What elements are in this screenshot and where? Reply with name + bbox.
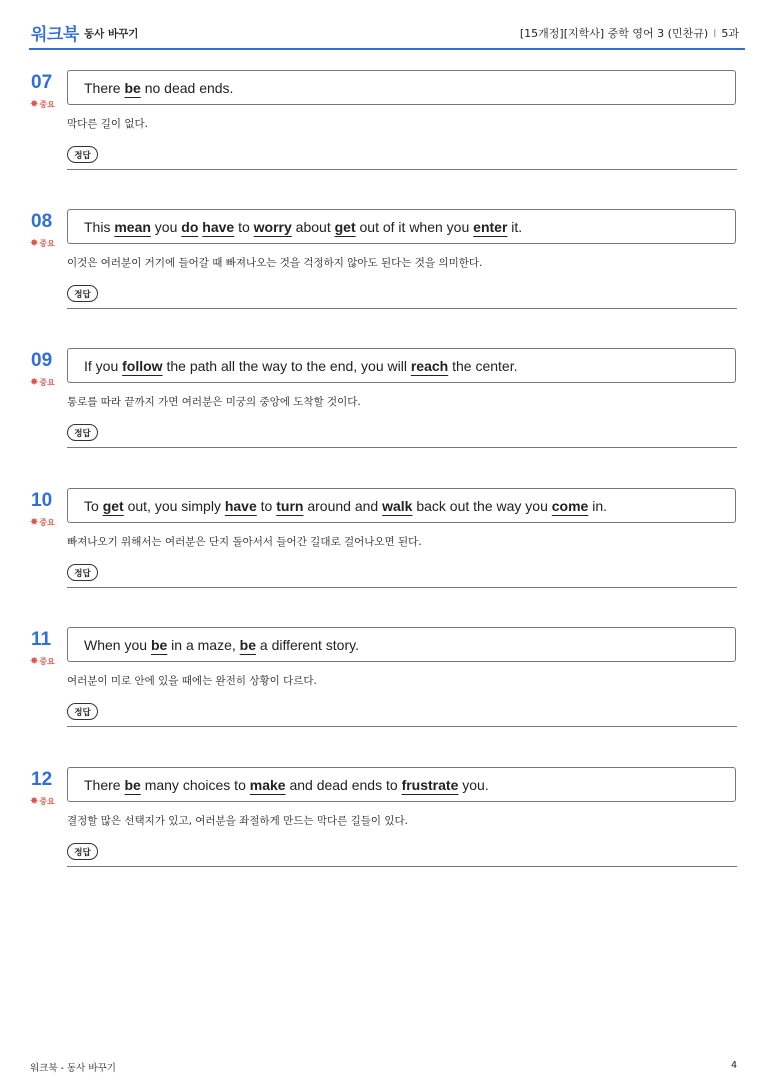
sentence-fragment: If you xyxy=(84,357,123,374)
important-badge xyxy=(30,517,55,528)
korean-translation: 이것은 여러분이 거기에 들어갈 때 빠져나오는 것을 걱정하지 않아도 된다는 것을 의미한다. xyxy=(67,257,483,269)
target-verb: frustrate xyxy=(401,776,459,793)
target-verb: reach xyxy=(410,357,449,374)
korean-translation: 빠져나오기 위해서는 여러분은 단지 돌아서서 들어간 길대로 걸어나오면 된다. xyxy=(67,536,422,548)
divider xyxy=(67,587,737,588)
sentence-box xyxy=(67,348,736,383)
target-verb: come xyxy=(551,497,589,514)
lesson-label: 5과 xyxy=(721,27,739,40)
target-verb: enter xyxy=(473,218,508,235)
target-verb: worry xyxy=(253,218,292,235)
sentence-box xyxy=(67,767,736,802)
sentence-box xyxy=(67,209,736,244)
sentence-text xyxy=(84,777,489,793)
sentence-fragment: There xyxy=(84,776,125,793)
target-verb: have xyxy=(202,218,235,235)
answer-button[interactable]: 정답 xyxy=(67,703,98,720)
page-header xyxy=(29,20,745,50)
divider xyxy=(67,726,737,727)
korean-translation: 결정할 많은 선택지가 있고, 여러분을 좌절하게 만드는 막다른 길들이 있다. xyxy=(67,815,409,827)
badge-label: 중요 xyxy=(39,239,55,248)
sentence-fragment: There xyxy=(84,79,125,96)
book-title: [15개정][지학사] 중학 영어 3 (민찬규) xyxy=(519,27,709,40)
sentence-fragment: When you xyxy=(84,636,151,653)
fox-icon: ✸ xyxy=(30,99,39,110)
sentence-fragment: out, you simply xyxy=(123,497,225,514)
sentence-fragment: no dead ends. xyxy=(140,79,234,96)
exercise-item xyxy=(29,209,738,311)
sentence-text xyxy=(84,219,522,235)
item-number: 07 xyxy=(31,72,53,93)
page-number: 4 xyxy=(731,1060,738,1071)
exercise-item xyxy=(29,627,738,729)
sentence-fragment: the center. xyxy=(448,357,518,374)
answer-button[interactable]: 정답 xyxy=(67,424,98,441)
badge-label: 중요 xyxy=(39,518,55,527)
target-verb: mean xyxy=(114,218,151,235)
sentence-fragment: and dead ends to xyxy=(285,776,402,793)
sentence-fragment: to xyxy=(234,218,254,235)
important-badge xyxy=(30,99,55,110)
target-verb: do xyxy=(181,218,199,235)
target-verb: be xyxy=(124,79,141,96)
important-badge xyxy=(30,238,55,249)
sentence-fragment: back out the way you xyxy=(412,497,552,514)
sentence-text xyxy=(84,498,607,514)
sentence-fragment: around and xyxy=(303,497,383,514)
badge-label: 중요 xyxy=(39,378,55,387)
divider xyxy=(67,308,737,309)
sentence-fragment: To xyxy=(84,497,103,514)
target-verb: be xyxy=(150,636,168,653)
target-verb: walk xyxy=(382,497,413,514)
item-number: 08 xyxy=(31,211,53,232)
fox-icon: ✸ xyxy=(30,238,39,249)
sentence-text xyxy=(84,637,359,653)
section-subtitle: 동사 바꾸기 xyxy=(84,28,139,40)
answer-button[interactable]: 정답 xyxy=(67,285,98,302)
sentence-fragment: you xyxy=(150,218,182,235)
badge-label: 중요 xyxy=(39,657,55,666)
important-badge xyxy=(30,796,55,807)
exercise-item xyxy=(29,348,738,450)
important-badge xyxy=(30,377,55,388)
separator: I xyxy=(713,27,717,40)
exercise-item xyxy=(29,70,738,172)
answer-button[interactable]: 정답 xyxy=(67,146,98,163)
korean-translation: 막다른 길이 없다. xyxy=(67,118,149,130)
divider xyxy=(67,169,737,170)
sentence-fragment: the path all the way to the end, you will xyxy=(162,357,411,374)
exercise-item xyxy=(29,488,738,590)
target-verb: get xyxy=(102,497,124,514)
sentence-text xyxy=(84,358,517,374)
sentence-fragment: you. xyxy=(458,776,489,793)
item-number: 09 xyxy=(31,350,53,371)
badge-label: 중요 xyxy=(39,797,55,806)
book-info xyxy=(520,25,739,41)
sentence-box xyxy=(67,70,736,105)
fox-icon: ✸ xyxy=(30,796,39,807)
target-verb: be xyxy=(239,636,256,653)
sentence-fragment: about xyxy=(291,218,335,235)
item-number: 10 xyxy=(31,490,53,511)
sentence-fragment: in. xyxy=(588,497,608,514)
item-number: 12 xyxy=(31,769,53,790)
target-verb: turn xyxy=(276,497,304,514)
sentence-fragment: to xyxy=(256,497,277,514)
target-verb: be xyxy=(124,776,141,793)
target-verb: make xyxy=(249,776,286,793)
footer-title: 워크북 - 동사 바꾸기 xyxy=(30,1063,116,1074)
korean-translation: 통로를 따라 끝까지 가면 여러분은 미궁의 중앙에 도착할 것이다. xyxy=(67,396,361,408)
sentence-fragment: This xyxy=(84,218,115,235)
answer-button[interactable]: 정답 xyxy=(67,564,98,581)
answer-button[interactable]: 정답 xyxy=(67,843,98,860)
sentence-fragment: in a maze, xyxy=(167,636,240,653)
fox-icon: ✸ xyxy=(30,656,39,667)
divider xyxy=(67,866,737,867)
fox-icon: ✸ xyxy=(30,517,39,528)
exercise-item xyxy=(29,767,738,869)
brand-title: 워크북 xyxy=(31,25,79,45)
target-verb: follow xyxy=(122,357,163,374)
target-verb: get xyxy=(334,218,356,235)
sentence-fragment: many choices to xyxy=(140,776,250,793)
sentence-fragment: a different story. xyxy=(256,636,359,653)
sentence-box xyxy=(67,627,736,662)
sentence-text xyxy=(84,80,233,96)
important-badge xyxy=(30,656,55,667)
badge-label: 중요 xyxy=(39,100,55,109)
target-verb: have xyxy=(224,497,257,514)
fox-icon: ✸ xyxy=(30,377,39,388)
korean-translation: 여러분이 미로 안에 있을 때에는 완전히 상황이 다르다. xyxy=(67,675,317,687)
sentence-fragment: it. xyxy=(507,218,523,235)
sentence-box xyxy=(67,488,736,523)
sentence-fragment: out of it when you xyxy=(355,218,474,235)
item-number: 11 xyxy=(31,629,52,650)
divider xyxy=(67,447,737,448)
